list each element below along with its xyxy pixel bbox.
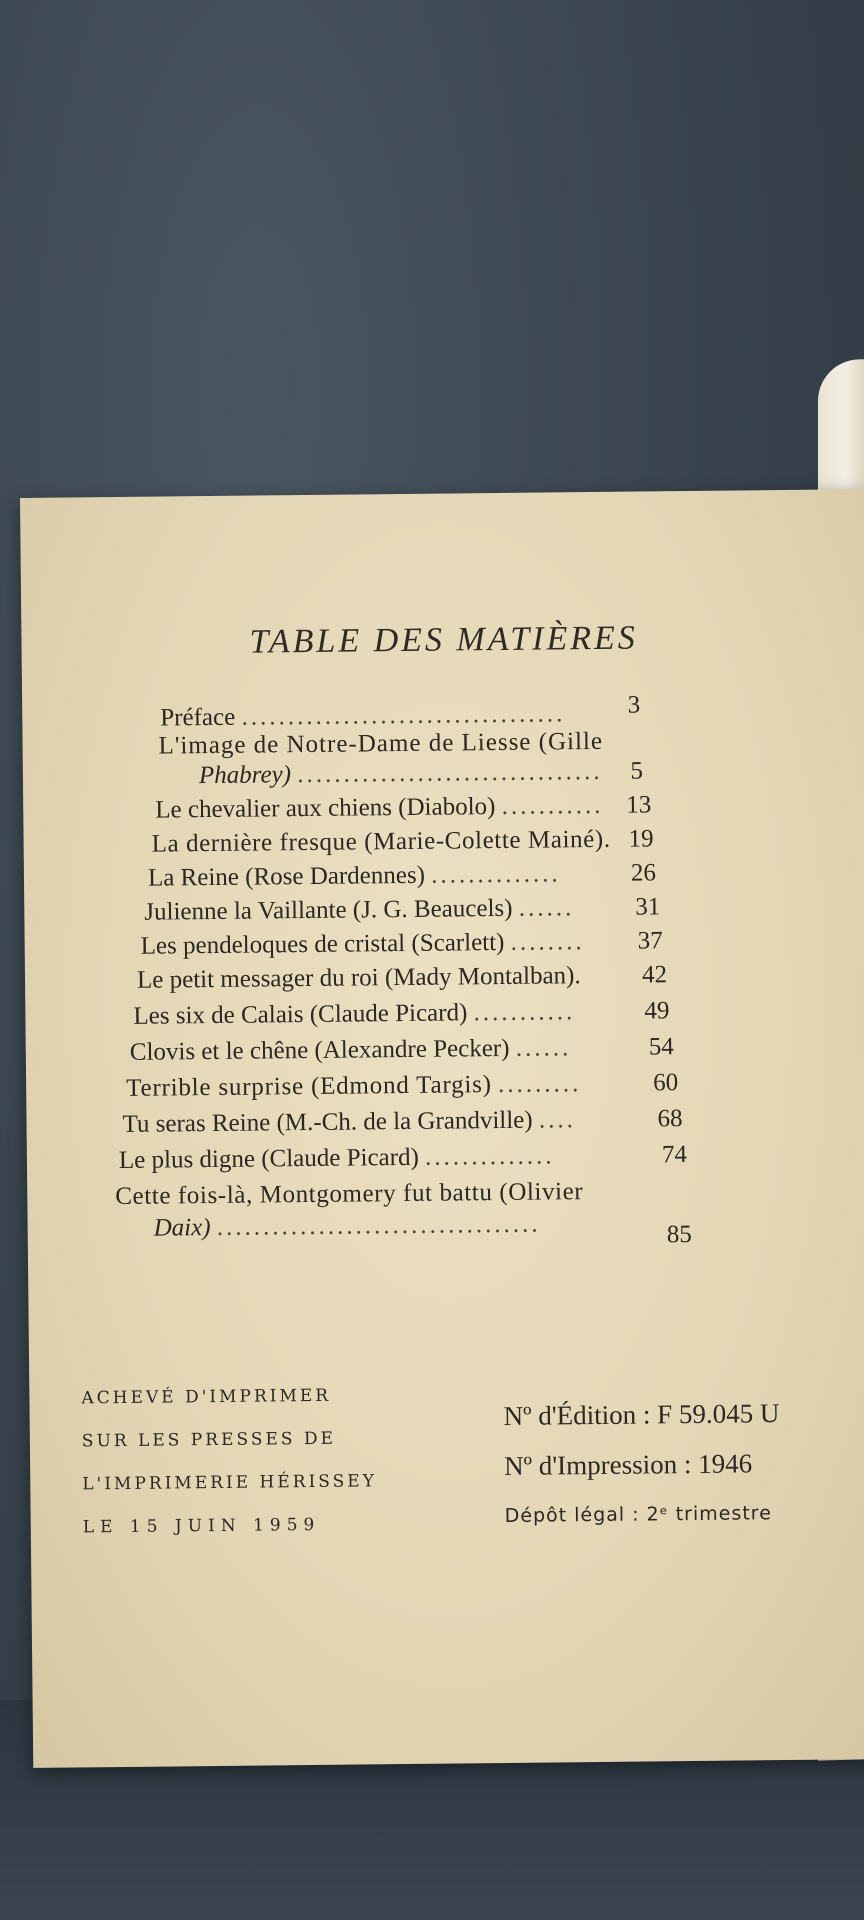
toc-entry-title: Terrible surprise (Edmond Targis)	[126, 1071, 492, 1102]
toc-entry-title: La dernière fresque (Marie-Colette Mainé).	[151, 825, 611, 858]
leader-dots: .........	[497, 1070, 582, 1099]
leader-dots: ........	[510, 928, 585, 956]
toc-entry-title: Les six de Calais (Claude Picard)	[133, 999, 468, 1030]
toc-entry	[141, 928, 585, 961]
toc-page-number: 26	[630, 859, 657, 887]
toc-page-number: 5	[630, 757, 644, 785]
toc-entry-continuation	[199, 758, 603, 790]
leader-dots: ....	[538, 1106, 577, 1134]
toc-page-number: 54	[648, 1033, 674, 1061]
toc-page-number: 60	[653, 1069, 679, 1097]
toc-entry	[160, 700, 565, 732]
toc-entry-title: Le chevalier aux chiens (Diabolo)	[155, 793, 496, 824]
leader-dots: ......	[515, 1034, 572, 1062]
leader-dots: ...........	[501, 791, 604, 820]
toc-entry	[126, 1070, 581, 1103]
edition-info	[503, 1388, 780, 1541]
toc-entry	[144, 894, 574, 927]
book-page	[20, 489, 864, 1768]
toc-page-number: 68	[657, 1105, 683, 1133]
toc-entry	[151, 826, 610, 859]
toc-entry-title: Les pendeloques de cristal (Scarlett)	[140, 928, 505, 960]
toc-entry-title: Clovis et le chêne (Alexandre Pecker)	[129, 1034, 510, 1066]
toc-entry	[155, 792, 603, 825]
toc-entry-title-continued: Daix)	[153, 1214, 211, 1242]
toc-entry	[115, 1178, 583, 1211]
toc-page-number: 3	[627, 691, 641, 719]
impression-number: Nº d'Impression : 1946	[504, 1448, 753, 1481]
toc-page-number: 19	[628, 825, 654, 853]
toc-entry-title: Tu seras Reine (M.-Ch. de la Grandville)	[122, 1106, 533, 1138]
toc-entry-title: Cette fois-là, Montgomery fut battu (Olivier	[115, 1178, 584, 1211]
printer-colophon	[81, 1374, 377, 1549]
colophon-line: ACHEVÉ D'IMPRIMER	[81, 1385, 332, 1409]
toc-entry-title: Préface	[160, 703, 236, 732]
leader-dots: ......	[518, 894, 575, 922]
toc-entry-title: L'image de Notre-Dame de Liesse (Gille	[158, 727, 604, 760]
edition-number: Nº d'Édition : F 59.045 U	[503, 1398, 780, 1431]
toc-page-number: 74	[661, 1141, 688, 1169]
toc-entry	[133, 998, 575, 1031]
leader-dots: .................................	[297, 757, 603, 789]
leader-dots: ...................................	[216, 1210, 541, 1241]
toc-page-number: 13	[626, 791, 652, 819]
toc-entry	[122, 1106, 576, 1139]
toc-page-number: 31	[635, 893, 661, 921]
table-of-contents	[22, 691, 864, 1249]
toc-entry	[137, 962, 581, 995]
toc-entry-continuation	[154, 1211, 541, 1243]
toc-page-number: 85	[666, 1221, 692, 1249]
leader-dots: ...................................	[241, 700, 566, 731]
legal-deposit: Dépôt légal : 2ᵉ trimestre	[504, 1502, 772, 1527]
toc-entry	[130, 1034, 572, 1067]
toc-entry-title: Le petit messager du roi (Mady Montalban).	[136, 962, 581, 994]
toc-entry	[119, 1142, 555, 1175]
toc-page-number: 49	[644, 997, 670, 1025]
toc-entry-title-continued: Phabrey)	[198, 761, 292, 790]
toc-page-number: 42	[641, 961, 668, 989]
page-title: TABLE DES MATIÈRES	[249, 619, 638, 661]
colophon-line: L'IMPRIMERIE HÉRISSEY	[82, 1471, 377, 1495]
leader-dots: ..............	[424, 1142, 555, 1171]
leader-dots: ..............	[431, 860, 561, 889]
toc-entry	[158, 728, 603, 761]
toc-entry-title: Julienne la Vaillante (J. G. Beaucels)	[144, 894, 513, 926]
colophon-line: LE 15 JUIN 1959	[82, 1514, 321, 1538]
toc-entry-title: La Reine (Rose Dardennes)	[147, 861, 426, 892]
toc-entry	[148, 860, 561, 892]
toc-page-number: 37	[637, 927, 663, 955]
toc-entry-title: Le plus digne (Claude Picard)	[118, 1143, 419, 1174]
leader-dots: ...........	[473, 998, 576, 1027]
colophon-line: SUR LES PRESSES DE	[81, 1428, 337, 1452]
